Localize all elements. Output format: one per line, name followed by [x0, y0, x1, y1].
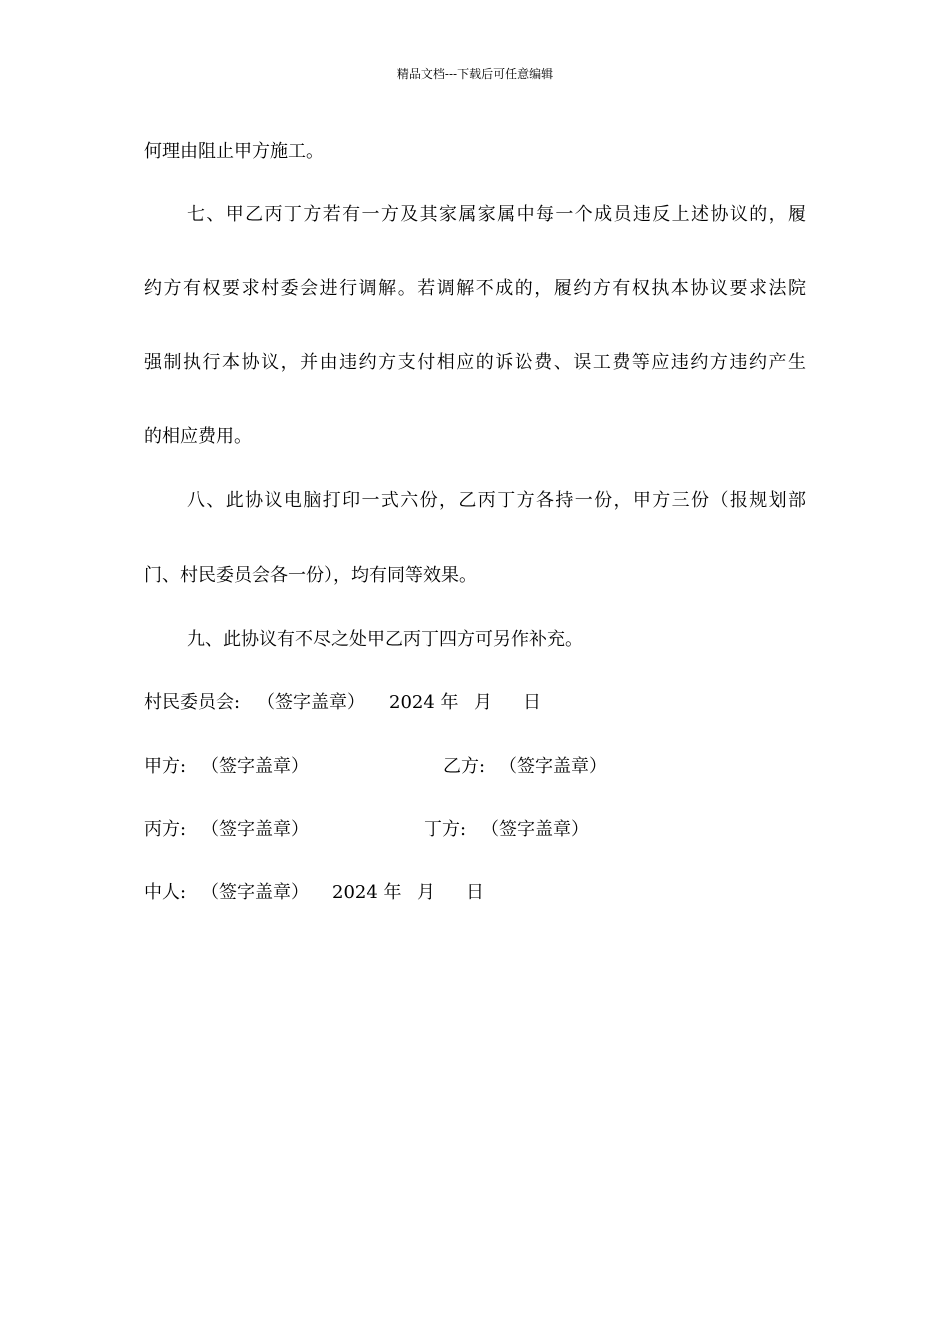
- party-d-stamp: （签字盖章）: [481, 819, 589, 840]
- party-a-label: 甲方:: [144, 756, 187, 777]
- middleman-year: 2024 年: [332, 882, 402, 903]
- party-c-stamp: （签字盖章）: [201, 819, 309, 840]
- clause-9: 九、此协议有不尽之处甲乙丙丁四方可另作补充。: [187, 629, 583, 650]
- committee-month: 月: [474, 692, 492, 713]
- middleman-day: 日: [466, 882, 484, 903]
- clause-8-line-1: 八、此协议电脑打印一式六份，乙丙丁方各持一份，甲方三份（报规划部: [187, 490, 806, 511]
- committee-day: 日: [523, 692, 541, 713]
- party-c-label: 丙方:: [144, 819, 187, 840]
- clause-8-line-2: 门、村民委员会各一份），均有同等效果。: [144, 565, 477, 586]
- body-line-1: 何理由阻止甲方施工。: [144, 141, 324, 162]
- party-d-label: 丁方:: [424, 819, 467, 840]
- middleman-stamp: （签字盖章）: [201, 882, 309, 903]
- party-a-stamp: （签字盖章）: [201, 756, 309, 777]
- clause-7-line-4: 的相应费用。: [144, 426, 252, 447]
- party-b-stamp: （签字盖章）: [499, 756, 607, 777]
- middleman-label: 中人:: [144, 882, 187, 903]
- committee-stamp: （签字盖章）: [257, 692, 365, 713]
- middleman-month: 月: [417, 882, 435, 903]
- party-b-label: 乙方:: [443, 756, 486, 777]
- committee-year: 2024 年: [389, 692, 459, 713]
- page-header: 精品文档---下载后可任意编辑: [396, 67, 554, 81]
- clause-7-line-1: 七、甲乙丙丁方若有一方及其家属家属中每一个成员违反上述协议的，履: [187, 204, 806, 225]
- clause-7-line-2: 约方有权要求村委会进行调解。若调解不成的，履约方有权执本协议要求法院: [144, 278, 806, 299]
- committee-label: 村民委员会:: [144, 692, 241, 713]
- clause-7-line-3: 强制执行本协议，并由违约方支付相应的诉讼费、误工费等应违约方违约产生: [144, 352, 806, 373]
